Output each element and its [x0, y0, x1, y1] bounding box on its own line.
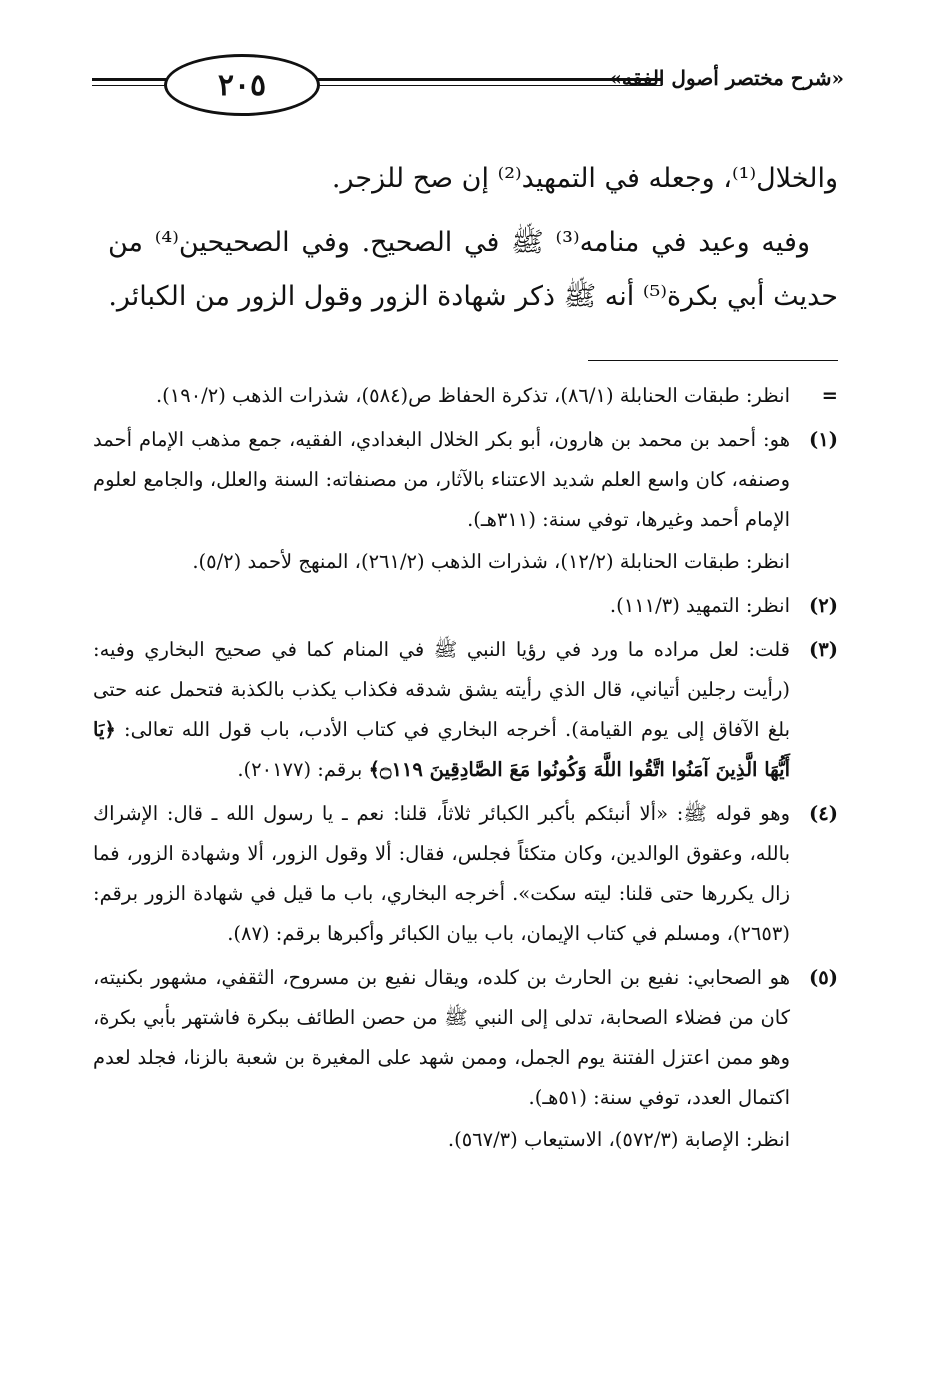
footnote-marker: =	[821, 384, 838, 407]
footnote-marker: (٤)	[809, 802, 838, 825]
quran-verse: ﴿يَا أَيُّهَا الَّذِينَ آمَنُوا اتَّقُوا اللَّهَ وَكُونُوا مَعَ الصَّادِقِينَ ۝١١٩﴾	[93, 718, 790, 781]
footnote-separator	[588, 360, 838, 361]
footnote-1	[93, 420, 838, 582]
footnote-text-tail: برقم: (٢٠١٧٧).	[237, 758, 363, 781]
footnote-text: انظر: طبقات الحنابلة (٨٦/١)، تذكرة الحفاظ ص(٥٨٤)، شذرات الذهب (١٩٠/٢).	[155, 384, 790, 407]
footnote-4	[93, 794, 838, 954]
footnote-continued	[93, 376, 838, 416]
footnote-text: هو الصحابي: نفيع بن الحارث بن كلده، ويقال نفيع بن مسروح، الثقفي، مشهور بكنيته، كان من فضلاء الصحابة، تدلى إلى النبي ﷺ من حصن الطائف ببكرة فاشتهر بأبي بكرة، وهو ممن اعتزل الفتنة يوم الجمل، وممن شهد على المغيرة بن شعبة بالزنا، فجلد لعدم اكتمال العدد، توفي سنة: (٥١هـ).	[93, 966, 790, 1109]
page-number: ٢٠٥	[164, 54, 320, 116]
footnote-text-main: قلت: لعل مراده ما ورد في رؤيا النبي ﷺ في المنام كما في صحيح البخاري وفيه: (رأيت رجلين أتياني، قال الذي رأيته يشق شدقه فكذاب يكذب بالكذبة فتحمل عنه حتى بلغ الآفاق إلى يوم القيامة). أخرجه البخاري في كتاب الأدب، باب قول الله تعالى:	[93, 638, 791, 741]
main-paragraph-2: وفيه وعيد في منامه⁽³⁾ ﷺ في الصحيح. وفي الصحيحين⁽⁴⁾ من حديث أبي بكرة⁽⁵⁾ أنه ﷺ ذكر شهادة الزور وقول الزور من الكبائر.	[108, 227, 838, 312]
main-text	[108, 148, 838, 324]
page-header	[92, 48, 844, 120]
running-title: «شرح مختصر أصول الفقه»	[609, 66, 844, 90]
footnote-text: انظر: التمهيد (١١١/٣).	[609, 594, 790, 617]
footnote-text: هو: أحمد بن محمد بن هارون، أبو بكر الخلال البغدادي، الفقيه، جمع مذهب الإمام أحمد وصنفه، كان واسع العلم شديد الاعتناء بالآثار، من مصنفاته: السنة والعلل، والجامع لعلوم الإمام أحمد وغيرها، توفي سنة: (٣١١هـ).	[93, 428, 790, 531]
footnote-5	[93, 958, 838, 1160]
footnote-marker: (٣)	[809, 638, 838, 661]
footnote-reference: انظر: طبقات الحنابلة (١٢/٢)، شذرات الذهب (٢٦١/٢)، المنهج لأحمد (٥/٢).	[192, 550, 790, 573]
footnote-text	[93, 630, 790, 790]
footnotes	[93, 376, 838, 1164]
footnote-2	[93, 586, 838, 626]
main-paragraph-1: والخلال⁽¹⁾، وجعله في التمهيد⁽²⁾ إن صح للزجر.	[331, 163, 838, 194]
footnote-marker: (٢)	[809, 594, 838, 617]
header-rule-right	[270, 78, 662, 81]
footnote-text: وهو قوله ﷺ: «ألا أنبئكم بأكبر الكبائر ثلاثاً، قلنا: نعم ـ يا رسول الله ـ قال: الإشراك بالله، وعقوق الوالدين، وكان متكئاً فجلس، فقال: ألا وقول الزور، ألا وشهادة الزور، فما زال يكررها حتى قلنا: ليته سكت». أخرجه البخاري، باب ما قيل في شهادة الزور برقم: (٢٦٥٣)، ومسلم في كتاب الإيمان، باب بيان الكبائر وأكبرها برقم: (٨٧).	[93, 802, 790, 945]
footnote-reference: انظر: الإصابة (٥٧٢/٣)، الاستيعاب (٥٦٧/٣).	[447, 1128, 790, 1151]
footnote-3	[93, 630, 838, 790]
footnote-marker: (١)	[809, 428, 838, 451]
footnote-marker: (٥)	[809, 966, 838, 989]
